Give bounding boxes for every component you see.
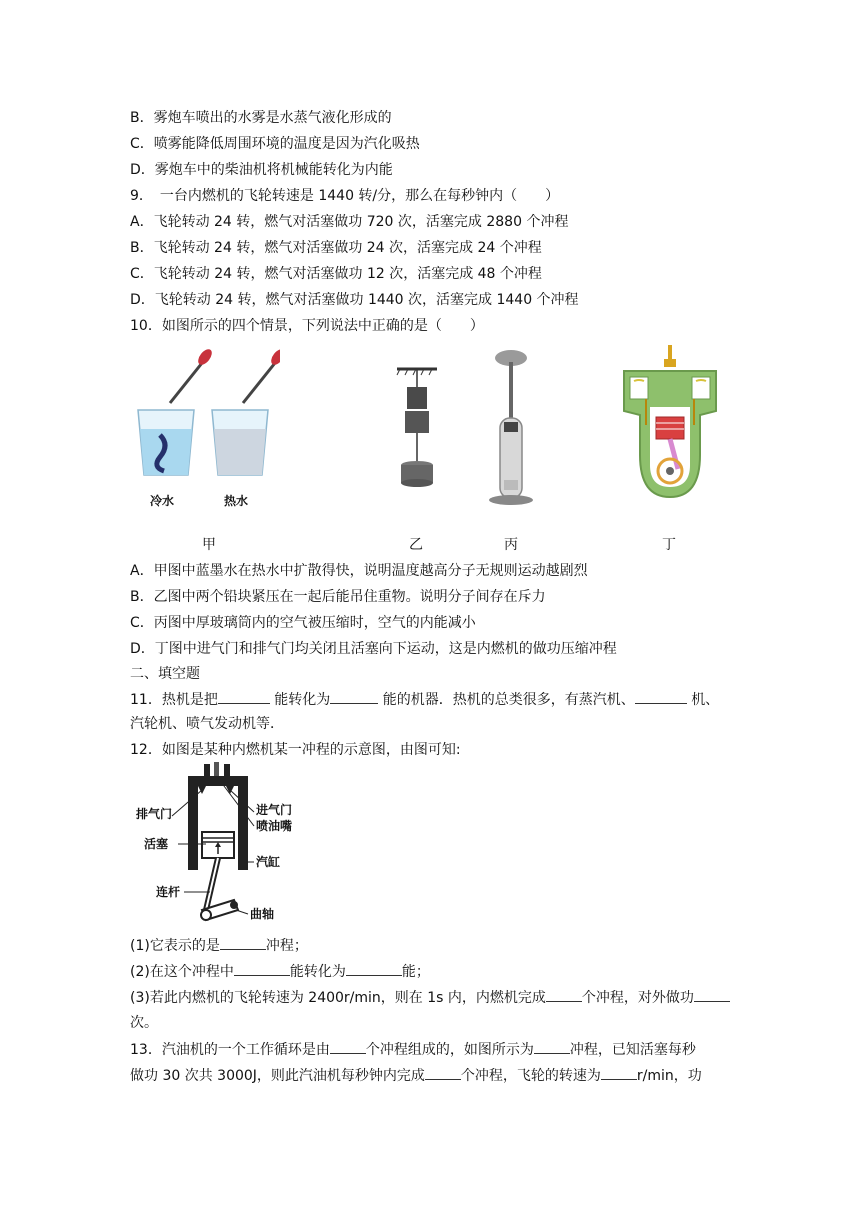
q13-line1 (130, 1039, 696, 1060)
answer-blank[interactable] (425, 1065, 461, 1080)
answer-blank[interactable] (218, 689, 270, 704)
q12-sub2 (130, 961, 430, 982)
q10-option-b: B．乙图中两个铅块紧压在一起后能吊住重物。说明分子间存在斥力 (130, 589, 546, 605)
q13-text-4: 做功 30 次共 3000J，则此汽油机每秒钟内完成 (130, 1068, 425, 1084)
q11-text-4: 机、 (691, 692, 720, 708)
answer-blank[interactable] (330, 689, 378, 704)
figure-engine-stroke-diagram (136, 762, 296, 932)
caption-bing: 丙 (504, 537, 518, 553)
caption-ding: 丁 (662, 537, 676, 553)
label-piston: 活塞 (144, 837, 169, 851)
q12-s3-text-a: (3)若此内燃机的飞轮转速为 2400r/min，则在 1s 内，内燃机完成 (130, 990, 546, 1006)
q10-option-a: A．甲图中蓝墨水在热水中扩散得快，说明温度越高分子无规则运动越剧烈 (130, 563, 588, 579)
label-hot-water: 热水 (224, 494, 249, 508)
q11-text-2: 能转化为 (274, 692, 331, 708)
label-intake-valve: 进气门 (256, 803, 293, 817)
caption-yi: 乙 (409, 537, 423, 553)
label-connecting-rod: 连杆 (156, 885, 181, 899)
q8-option-d: D．雾炮车中的柴油机将机械能转化为内能 (130, 162, 393, 178)
q11-line2: 汽轮机、喷气发动机等． (130, 716, 284, 732)
caption-jia: 甲 (202, 537, 216, 553)
answer-blank[interactable] (694, 987, 730, 1002)
q8-option-c: C．喷雾能降低周围环境的温度是因为汽化吸热 (130, 136, 420, 152)
answer-blank[interactable] (346, 961, 402, 976)
q13-text-2: 个冲程组成的，如图所示为 (365, 1042, 534, 1058)
q11-text-3: 能的机器．热机的总类很多，有蒸汽机、 (382, 692, 635, 708)
section-heading-fill-in: 二、填空题 (130, 666, 200, 682)
label-cylinder: 汽缸 (256, 855, 281, 869)
q12-sub3 (130, 987, 730, 1008)
figure-bing-glass-cylinder (486, 348, 536, 508)
q12-s2-text-c: 能； (401, 964, 430, 980)
answer-blank[interactable] (601, 1065, 637, 1080)
q11-line1 (130, 689, 719, 710)
label-crankshaft: 曲轴 (250, 907, 275, 921)
q13-line2 (130, 1065, 702, 1086)
label-fuel-injector: 喷油嘴 (256, 819, 293, 833)
answer-blank[interactable] (220, 935, 266, 950)
q13-text-3: 冲程，已知活塞每秒 (569, 1042, 696, 1058)
q13-text-6: r/min，功 (636, 1068, 702, 1084)
q9-option-a: A．飞轮转动 24 转，燃气对活塞做功 720 次，活塞完成 2880 个冲程 (130, 214, 569, 230)
answer-blank[interactable] (546, 987, 582, 1002)
q12-sub3-end: 次。 (130, 1015, 158, 1031)
q9-option-b: B．飞轮转动 24 转，燃气对活塞做功 24 次，活塞完成 24 个冲程 (130, 240, 542, 256)
answer-blank[interactable] (534, 1039, 570, 1054)
answer-blank[interactable] (330, 1039, 366, 1054)
q12-s2-text-b: 能转化为 (289, 964, 346, 980)
answer-blank[interactable] (635, 689, 687, 704)
q8-option-b: B．雾炮车喷出的水雾是水蒸气液化形成的 (130, 110, 392, 126)
q9-stem: 9． 一台内燃机的飞轮转速是 1440 转/分，那么在每秒钟内（ ） (130, 188, 560, 204)
q10-option-c: C．丙图中厚玻璃筒内的空气被压缩时，空气的内能减小 (130, 615, 476, 631)
label-cold-water: 冷水 (150, 494, 175, 508)
q12-s1-text-b: 冲程； (265, 938, 308, 954)
q12-stem: 12．如图是某种内燃机某一冲程的示意图，由图可知: (130, 742, 461, 758)
figure-ding-engine (620, 345, 720, 505)
q12-sub1 (130, 935, 308, 956)
q10-option-d: D．丁图中进气门和排气门均关闭且活塞向下运动，这是内燃机的做功压缩冲程 (130, 641, 617, 657)
q12-s3-text-b: 个冲程，对外做功 (581, 990, 694, 1006)
q11-text-1: 11．热机是把 (130, 692, 218, 708)
figure-jia-beakers (130, 345, 280, 515)
q13-text-1: 13．汽油机的一个工作循环是由 (130, 1042, 330, 1058)
label-exhaust-valve: 排气门 (136, 807, 173, 821)
q9-option-c: C．飞轮转动 24 转，燃气对活塞做功 12 次，活塞完成 48 个冲程 (130, 266, 542, 282)
q9-option-d: D．飞轮转动 24 转，燃气对活塞做功 1440 次，活塞完成 1440 个冲程 (130, 292, 579, 308)
q13-text-5: 个冲程，飞轮的转速为 (460, 1068, 601, 1084)
answer-blank[interactable] (234, 961, 290, 976)
figure-yi-lead-blocks (392, 365, 442, 490)
q12-s1-text-a: (1)它表示的是 (130, 938, 220, 954)
q12-s2-text-a: (2)在这个冲程中 (130, 964, 234, 980)
q10-stem: 10．如图所示的四个情景，下列说法中正确的是（ ） (130, 318, 484, 334)
